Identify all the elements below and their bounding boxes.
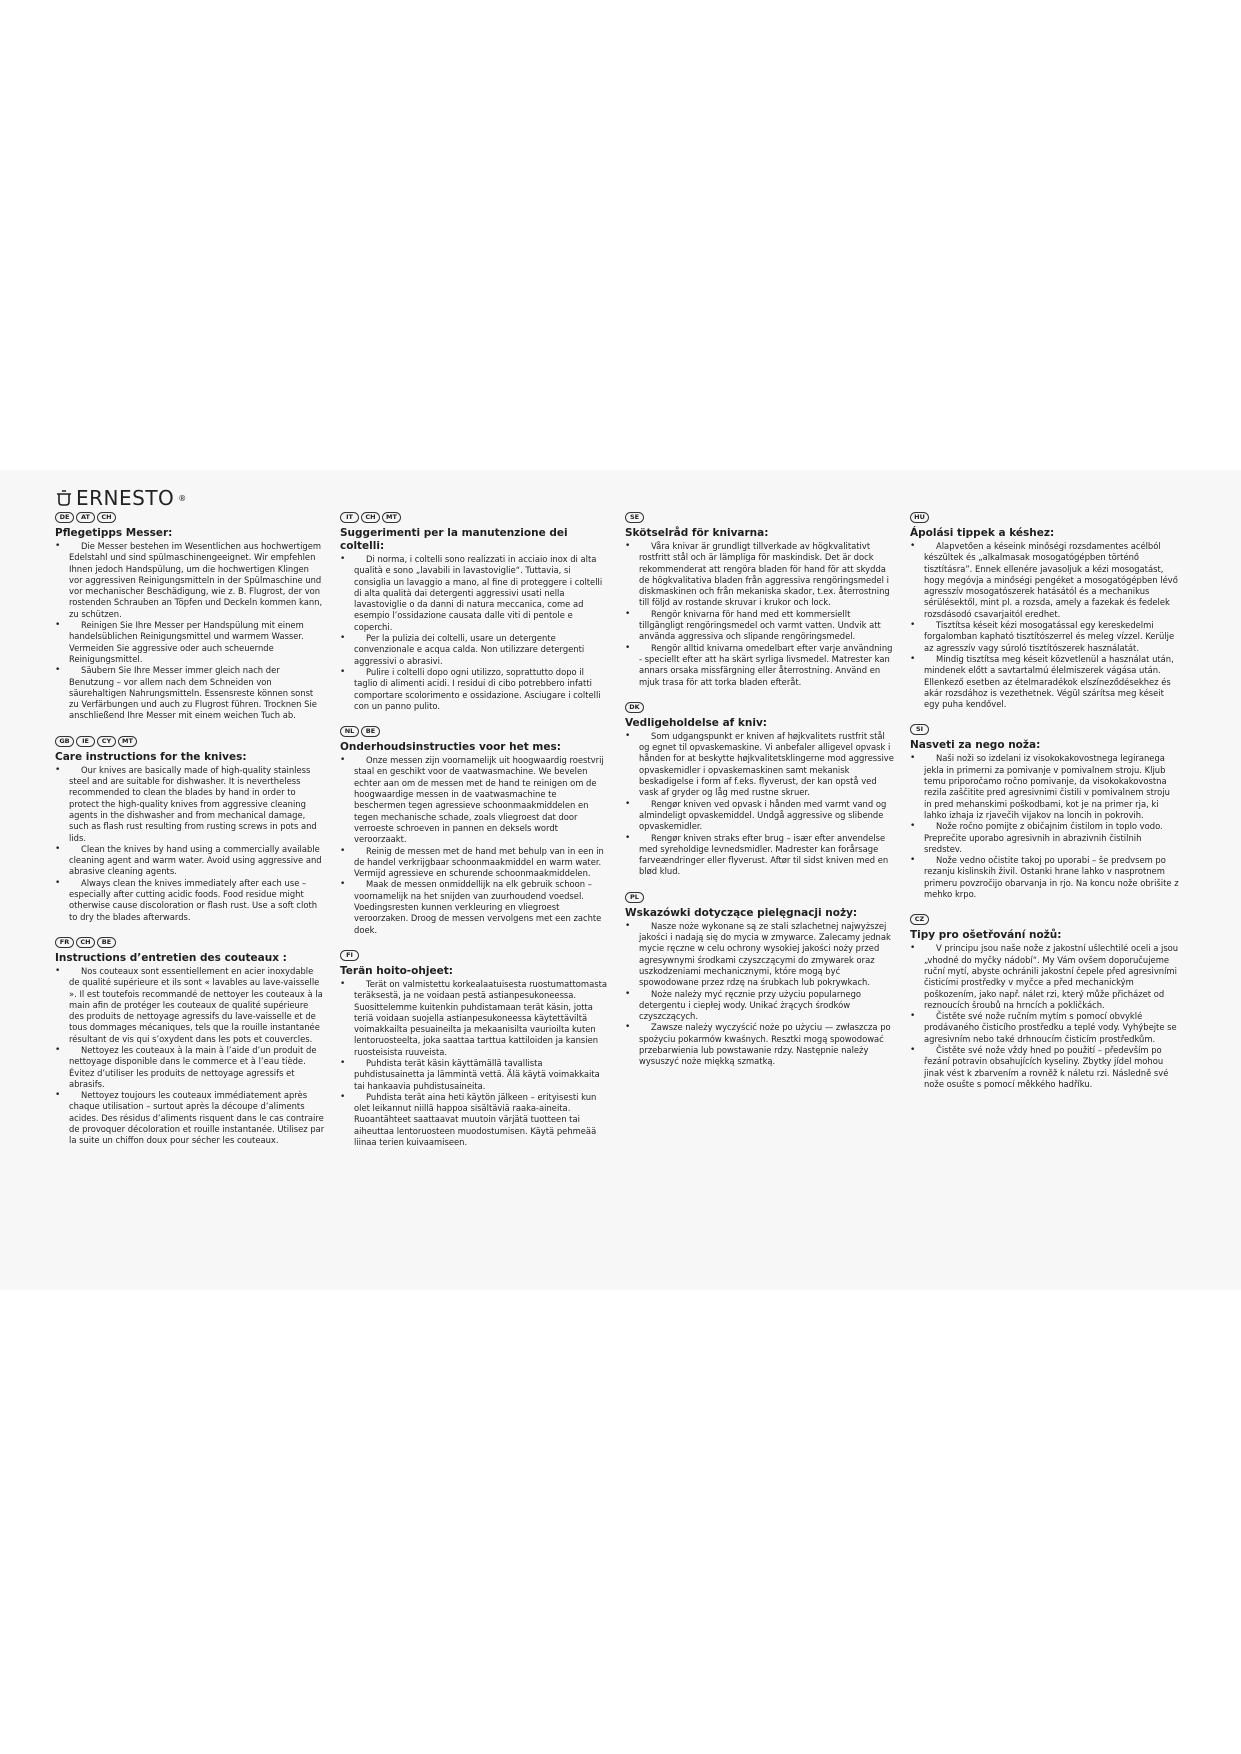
country-badge: DE	[55, 512, 74, 523]
section-title: Ápolási tippek a késhez:	[910, 527, 1055, 539]
country-badge: PL	[625, 892, 644, 903]
instruction-list	[55, 541, 325, 722]
column-1	[55, 512, 325, 1161]
country-badge: SE	[625, 512, 644, 523]
country-badge: CZ	[910, 914, 929, 925]
section-title: Instructions d’entretien des couteaux :	[55, 951, 287, 964]
section-title: Wskazówki dotyczące pielęgnacji noży:	[625, 906, 858, 919]
section-title: Nasveti za nego noža:	[910, 739, 1041, 752]
country-badge: IE	[76, 736, 95, 747]
instruction-item: • Alapvetően a késeink minőségi rozsdamentes acélból készültek és „alkalmasak mosogatógépben történő tisztításra”. Ennek ellenére javasoljuk a kézi mosogatást, hogy megóvja a minőségi pengéket a mosogatógépben lévő agresszív mosogatószerek hatásától és a mechanikus sérülésektől, mint pl. a rozsda, amely a fazekak és fedelek rozsdásodó csavarjaitól eredhet.	[910, 541, 1180, 620]
country-badges	[910, 724, 1180, 736]
instruction-list	[340, 979, 610, 1148]
instruction-item: • Onze messen zijn voornamelijk uit hoogwaardig roestvrij staal en geschikt voor de vaatwasmachine. We bevelen echter aan om de messen met de hand te reinigen om de hoogwaardige messen in de vaatwasmachine te beschermen tegen agressieve schoonmaakmiddelen en tegen mechanische schade, zoals vliegroest dat door verroeste schroeven in pannen en deksels wordt veroorzaakt.	[340, 755, 610, 845]
instruction-item: • Čistěte své nože ručním mytím s pomocí obvyklé prodávaného čisticího prostředku a teplé vody. Vyhýbejte se agresivním nebo také drhnoucím čisticím prostředkům.	[910, 1011, 1180, 1045]
country-badges	[910, 914, 1180, 926]
care-section	[340, 512, 610, 712]
instruction-item: • Nože ročno pomijte z običajnim čistilom in toplo vodo. Preprečite uporabo agresivnih in abrazivnih čistilnih sredstev.	[910, 821, 1180, 855]
instruction-item: • Tisztítsa késeit kézi mosogatással egy kereskedelmi forgalomban kapható tisztítószerrel és meleg vízzel. Kerülje az agresszív vagy súroló tisztítószerek használatát.	[910, 620, 1180, 654]
column-3	[625, 512, 895, 1082]
instruction-item: • Terät on valmistettu korkealaatuisesta ruostumattomasta teräksestä, ja ne voidaan pestä astianpesukoneessa. Suosittelemme kuitenkin puhdistamaan terät käsin, jotta teriä voidaan suojella astianpesukoneessa käytettäviltä voimakkailta pesuaineilta ja mekaanisilta vaurioilta kuten lentoruosteelta, joka saattaa tarttua kattiloiden ja kansien ruosteisista ruuveista.	[340, 979, 610, 1058]
instruction-item: • Säubern Sie Ihre Messer immer gleich nach der Benutzung – vor allem nach dem Schneiden von säurehaltigen Nahrungsmitteln. Essensreste können sonst zu Verfärbungen und auch zu Flugrost führen. Trocknen Sie anschließend Ihre Messer mit einem weichen Tuch ab.	[55, 665, 325, 721]
country-badges	[340, 512, 610, 524]
instruction-list	[910, 541, 1180, 710]
country-badge: IT	[340, 512, 359, 523]
instruction-list	[625, 541, 895, 688]
section-title: Vedligeholdelse af kniv:	[625, 716, 767, 729]
country-badge: FI	[340, 950, 359, 961]
column-2	[340, 512, 610, 1162]
country-badge: AT	[76, 512, 95, 523]
brand-name: ERNESTO	[76, 486, 175, 510]
country-badge: BE	[97, 937, 116, 948]
section-title: Care instructions for the knives:	[55, 750, 247, 763]
pot-icon	[55, 490, 73, 506]
section-title: Terän hoito-ohjeet:	[340, 964, 453, 977]
country-badges	[55, 937, 325, 949]
section-title: Onderhoudsinstructies voor het mes:	[340, 741, 561, 754]
country-badges	[340, 950, 610, 962]
country-badge: CY	[97, 736, 116, 747]
instruction-item: • Noże należy myć ręcznie przy użyciu popularnego detergentu i ciepłej wody. Unikać żrących środków czyszczących.	[625, 989, 895, 1023]
care-section	[910, 914, 1180, 1090]
instruction-list	[910, 753, 1180, 900]
instruction-item: • Clean the knives by hand using a commercially available cleaning agent and warm water. Avoid using aggressive and abrasive cleaning agents.	[55, 844, 325, 878]
instruction-item: • Rengør kniven ved opvask i hånden med varmt vand og almindeligt opvaskemiddel. Undgå aggressive og slibende opvaskemidler.	[625, 799, 895, 833]
country-badges	[910, 512, 1180, 524]
instruction-item: • Maak de messen onmiddellijk na elk gebruik schoon – voornamelijk na het snijden van zuurhoudend voedsel. Voedingsresten kunnen verkleuring en vliegroest veroorzaken. Droog de messen vervolgens met een zachte doek.	[340, 879, 610, 935]
section-title: Tipy pro ošetřování nožů:	[910, 929, 1062, 942]
care-section	[625, 892, 895, 1068]
column-4	[910, 512, 1180, 1104]
instruction-item: • Nasze noże wykonane są ze stali szlachetnej najwyższej jakości i nadają się do mycia w zmywarce. Zalecamy jednak mycie ręczne w celu ochrony wysokiej jakości noży przed agresywnymi środkami czyszczącymi do zmywarek oraz uszkodzeniami mechanicznymi, które mogą być spowodowane przez rdzę na śrubkach lub pokrywkach.	[625, 921, 895, 989]
instruction-list	[55, 765, 325, 923]
care-section	[625, 702, 895, 878]
instruction-item: • Rengør kniven straks efter brug – især efter anvendelse med syreholdige levnedsmidler. Madrester kan forårsage farveændringer eller flyverust. Aftør til sidst kniven med en blød klud.	[625, 833, 895, 878]
registered-mark: ®	[178, 493, 187, 503]
country-badges	[55, 512, 325, 524]
instruction-item: • Per la pulizia dei coltelli, usare un detergente convenzionale e acqua calda. Non utilizzare detergenti aggressivi o abrasivi.	[340, 633, 610, 667]
instruction-item: • Puhdista terät aina heti käytön jälkeen – erityisesti kun olet leikannut niillä happoa sisältäviä raaka-aineita. Ruoantähteet saattaavat muutoin värjätä tuotteen tai aiheuttaa lentoruosteen muodostumisen. Käytä pehmeää liinaa terien kuivaamiseen.	[340, 1092, 610, 1148]
care-section	[340, 950, 610, 1148]
care-section	[910, 512, 1180, 710]
instruction-item: • Mindig tisztítsa meg késeit közvetlenül a használat után, mindenek előtt a savtartalmú élelmiszerek vágása után. Ellenkező esetben az ételmaradékok elszíneződésekhez és akár rozsdához is vezethetnek. Végül szárítsa meg késeit egy puha kendővel.	[910, 654, 1180, 710]
country-badge: DK	[625, 702, 644, 713]
instruction-item: • Pulire i coltelli dopo ogni utilizzo, soprattutto dopo il taglio di alimenti acidi. I residui di cibo potrebbero infatti comportare scolorimento e ossidazione. Asciugare i coltelli con un panno pulito.	[340, 667, 610, 712]
care-section	[55, 736, 325, 923]
instruction-item: • Reinig de messen met de hand met behulp van in een in de handel verkrijgbaar schoonmaakmiddel en warm water. Vermijd agressieve en schurende schoonmaakmiddelen.	[340, 846, 610, 880]
instruction-item: • Som udgangspunkt er kniven af højkvalitets rustfrit stål og egnet til opvaskemaskine. Vi anbefaler alligevel opvask i hånden for at beskytte højkvalitetsklingerne mod aggressive opvaskemidler i opvaskemaskinen samt mekanisk beskadigelse i form af f.eks. flyverust, der kan opstå ved vask af gryder og låg med rustne skruer.	[625, 731, 895, 799]
instruction-list	[340, 755, 610, 936]
instruction-item: • Our knives are basically made of high-quality stainless steel and are suitable for dishwasher. It is nevertheless recommended to clean the blades by hand in order to protect the high-quality knives from aggressive cleaning agents in the dishwasher and from mechanical damage, such as flash rust resulting from rusting screws in pots and lids.	[55, 765, 325, 844]
instruction-item: • Puhdista terät käsin käyttämällä tavallista puhdistusainetta ja lämmintä vettä. Älä käytä voimakkaita tai hankaavia puhdistusaineita.	[340, 1058, 610, 1092]
care-section	[625, 512, 895, 688]
instruction-item: • Nettoyez les couteaux à la main à l’aide d’un produit de nettoyage disponible dans le commerce et à l’eau tiède. Évitez d’utiliser les produits de nettoyage agressifs et abrasifs.	[55, 1045, 325, 1090]
country-badges	[340, 726, 610, 738]
country-badge: SI	[910, 724, 929, 735]
country-badge: MT	[382, 512, 401, 523]
instruction-item: • Nettoyez toujours les couteaux immédiatement après chaque utilisation – surtout après la découpe d’aliments acides. Des résidus d’aliments risquent dans le cas contraire de provoquer décoloration et rouille instantanée. Utilisez par la suite un chiffon doux pour sécher les couteaux.	[55, 1090, 325, 1146]
country-badge: BE	[361, 726, 380, 737]
instruction-list	[625, 921, 895, 1068]
instruction-item: • Nos couteaux sont essentiellement en acier inoxydable de qualité supérieure et ils sont « lavables au lave-vaisselle ». Il est toutefois recommandé de nettoyer les couteaux à la main afin de protéger les couteaux de qualité supérieure des produits de nettoyage agressifs du lave-vaisselle et de tous dommages mécaniques, tels que la rouille instantanée résultant de vis qui s’oxydent dans les pots et couvercles.	[55, 966, 325, 1045]
instruction-list	[625, 731, 895, 878]
instruction-list	[910, 943, 1180, 1090]
instruction-item: • Naši noži so izdelani iz visokokakovostnega legiranega jekla in primerni za pomivanje v pomivalnem stroju. Kljub temu priporočamo ročno pomivanje, da visokokakovostna rezila zaščitite pred agresivnimi čistili v pomivalnem stroju in pred mehanskimi poškodbami, kot je na primer rja, ki lahko izhaja iz rjavečih vijakov na loncih in pokrovih.	[910, 753, 1180, 821]
country-badges	[55, 736, 325, 748]
country-badge: NL	[340, 726, 359, 737]
country-badge: CH	[361, 512, 380, 523]
brand-logo	[55, 486, 187, 510]
country-badge: FR	[55, 937, 74, 948]
country-badges	[625, 892, 895, 904]
instruction-item: • Čistěte své nože vždy hned po použití – především po řezání potravin obsahujících kyseliny. Zbytky jídel mohou jinak vést k zbarvením a rovněž k náletu rzi. Následně své nože osušte s pomocí měkkého hadříku.	[910, 1045, 1180, 1090]
country-badge: CH	[97, 512, 116, 523]
section-title: Skötselråd för knivarna:	[625, 527, 769, 539]
instruction-item: • Reinigen Sie Ihre Messer per Handspülung mit einem handelsüblichen Reinigungsmittel und warmem Wasser. Vermeiden Sie aggressive oder auch scheuernde Reinigungsmittel.	[55, 620, 325, 665]
country-badge: CH	[76, 937, 95, 948]
section-title: Pflegetipps Messer:	[55, 527, 173, 539]
country-badges	[625, 512, 895, 524]
country-badge: HU	[910, 512, 929, 523]
instruction-item: • Rengör alltid knivarna omedelbart efter varje användning - speciellt efter att ha skärt syrliga livsmedel. Matrester kan annars orsaka missfärgning eller återrostning. Använd en mjuk trasa för att torka bladen efteråt.	[625, 643, 895, 688]
instruction-item: • Zawsze należy wyczyścić noże po użyciu — zwłaszcza po spożyciu pokarmów kwaśnych. Resztki mogą spowodować przebarwienia lub powstawanie rdzy. Następnie należy wysuszyć noże miękką szmatką.	[625, 1022, 895, 1067]
country-badge: GB	[55, 736, 74, 747]
instruction-item: • V principu jsou naše nože z jakostní ušlechtilé oceli a jsou „vhodné do myčky nádobí“. My Vám ovšem doporučujeme ruční mytí, abyste ochránili jakostní čepele před agresivními čisticími prostředky v myčce a před mechanickým poškozením, jako např. nálet rzi, který může přicházet od reznoucích šroubů na hrncích a pokličkách.	[910, 943, 1180, 1011]
care-section	[340, 726, 610, 936]
instruction-list	[340, 554, 610, 712]
care-section	[55, 937, 325, 1147]
country-badges	[625, 702, 895, 714]
instruction-list	[55, 966, 325, 1147]
instruction-item: • Always clean the knives immediately after each use – especially after cutting acidic foods. Food residue might otherwise cause discoloration or flash rust. Use a soft cloth to dry the blades afterwards.	[55, 878, 325, 923]
instruction-item: • Di norma, i coltelli sono realizzati in acciaio inox di alta qualità e sono „lavabili in lavastoviglie“. Tuttavia, si consiglia un lavaggio a mano, al fine di proteggere i coltelli di alta qualità dai detergenti aggressivi usati nella lavastoviglie o da danni di natura meccanica, come ad esempio l’ossidazione causata dalle viti di pentole e coperchi.	[340, 554, 610, 633]
instruction-item: • Våra knivar är grundligt tillverkade av högkvalitativt rostfritt stål och är lämpliga för maskindisk. Det är dock rekommenderat att rengöra bladen för hand för att skydda de högkvalitativa bladen från aggressiva rengöringsmedel i diskmaskinen och från mekaniska skador, t.ex. återrostning till följd av rostande skruvar i krukor och lock.	[625, 541, 895, 609]
instruction-item: • Rengör knivarna för hand med ett kommersiellt tillgängligt rengöringsmedel och varmt vatten. Undvik att använda aggressiva och slipande rengöringsmedel.	[625, 609, 895, 643]
instruction-item: • Die Messer bestehen im Wesentlichen aus hochwertigem Edelstahl und sind spülmaschinengeeignet. Wir empfehlen Ihnen jedoch Handspülung, um die hochwertigen Klingen vor aggressiven Reinigungsmitteln in der Spülmaschine und vor mechanischer Beschädigung, wie z. B. Flugrost, der von rostenden Schrauben an Töpfen und Deckeln kommen kann, zu schützen.	[55, 541, 325, 620]
care-section	[910, 724, 1180, 900]
section-title: Suggerimenti per la manutenzione dei coltelli:	[340, 527, 568, 552]
country-badge: MT	[118, 736, 137, 747]
instruction-item: • Nože vedno očistite takoj po uporabi – še predvsem po rezanju kislinskih živil. Ostanki hrane lahko v nasprotnem primeru povzročijo obarvanja in rjo. Na koncu nože obrišite z mehko krpo.	[910, 855, 1180, 900]
care-section	[55, 512, 325, 722]
